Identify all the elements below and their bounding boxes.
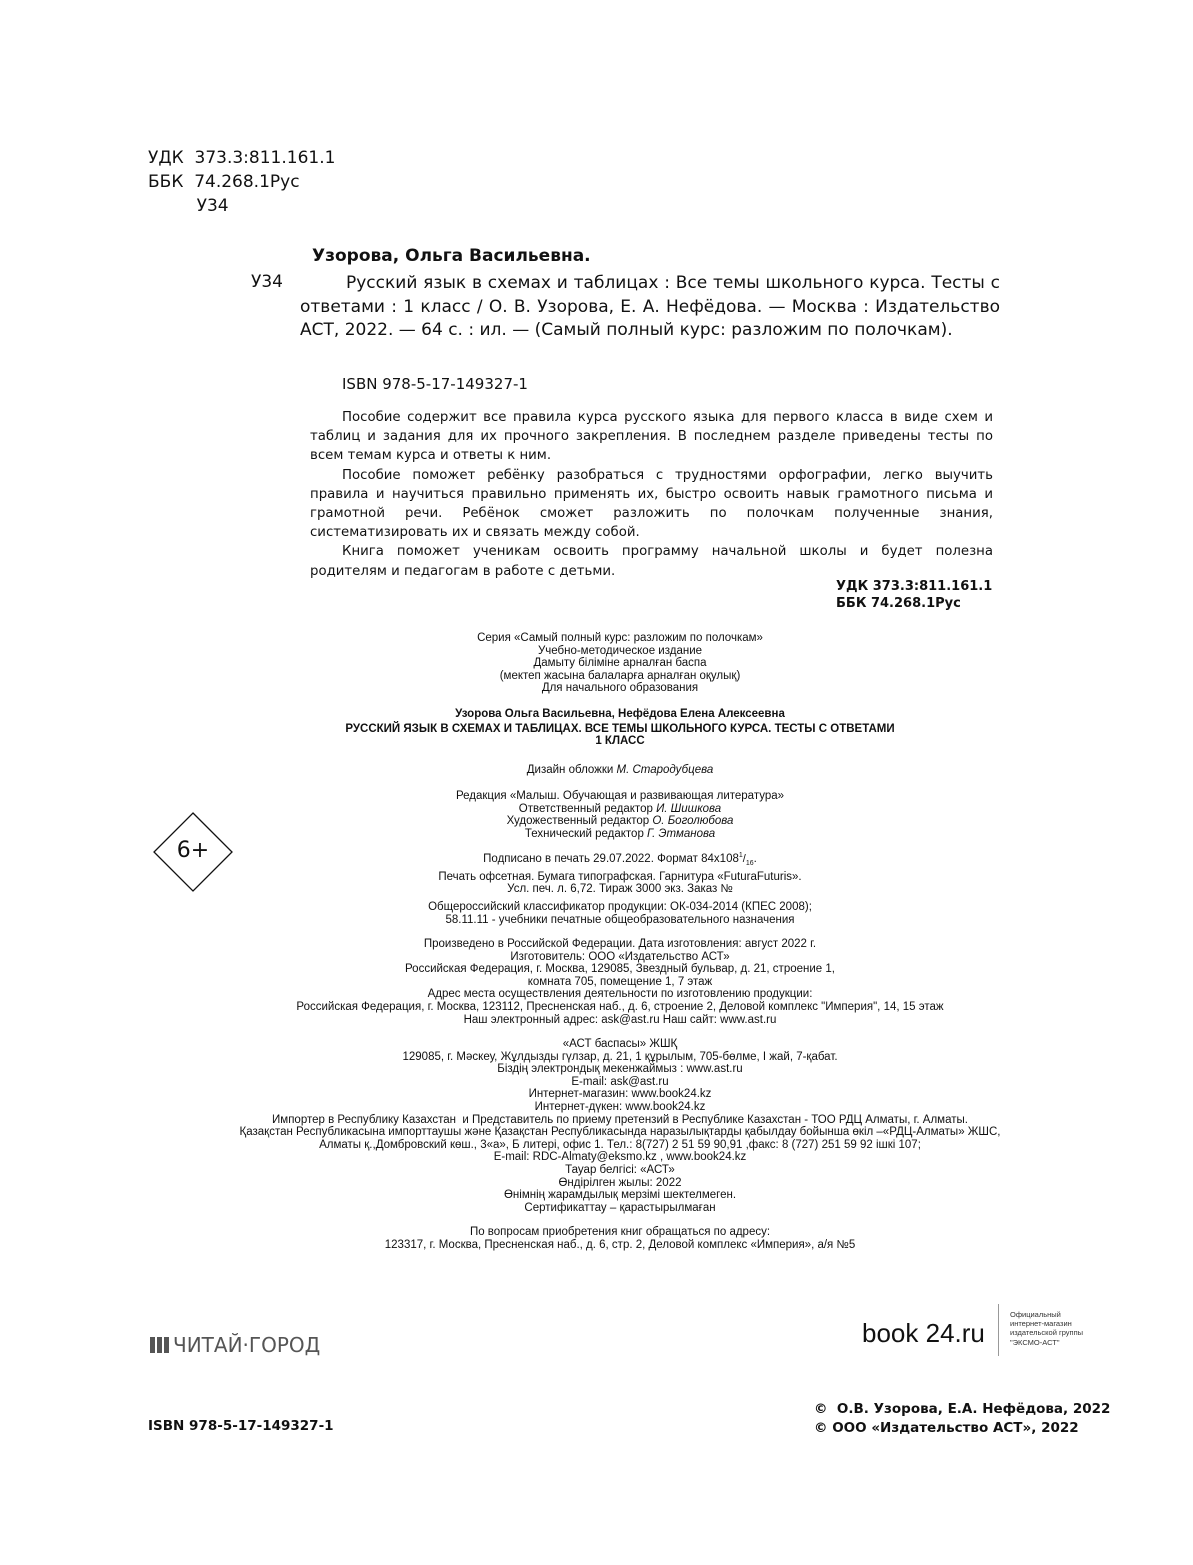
kazakh-line: Біздің электрондық мекенжаймыз : www.ast.ru [497, 1063, 743, 1076]
author-mark-left: У34 [251, 272, 283, 292]
editorial-label: Художественный редактор [506, 815, 653, 828]
cover-design [0, 764, 1193, 777]
series-line: Для начального образования [541, 682, 699, 695]
right-library-codes [836, 578, 992, 612]
copyright-block [814, 1400, 1110, 1438]
kazakh-line: Өнімнің жарамдылық мерзімі шектелмеген. [503, 1189, 737, 1202]
purchase-line: 123317, г. Москва, Пресненская наб., д. 6, стр. 2, Деловой комплекс «Империя», а/я №5 [384, 1238, 856, 1251]
kazakh-line: E-mail: RDC-Almaty@eksmo.kz , www.book24.kz [493, 1151, 747, 1164]
author-heading: Узорова, Ольга Васильевна. [312, 246, 591, 266]
purchase-line: По вопросам приобретения книг обращаться по адресу: [469, 1226, 771, 1238]
isbn-line: ISBN 978-5-17-149327-1 [342, 375, 528, 393]
udk-code: УДК 373.3:811.161.1 [836, 579, 993, 594]
bars-icon [150, 1337, 169, 1353]
kazakh-line: «АСТ баспасы» ЖШҚ [562, 1038, 678, 1050]
print-line: Усл. печ. л. 6,72. Тираж 3000 экз. Заказ № [507, 883, 733, 896]
series-line: Учебно-методическое издание [537, 644, 703, 657]
bibliographic-description [300, 272, 1000, 343]
kazakh-line: Өндірілген жылы: 2022 [558, 1176, 682, 1189]
series-line: Серия «Самый полный курс: разложим по полочкам» [477, 632, 763, 644]
isbn-bottom: ISBN 978-5-17-149327-1 [148, 1418, 334, 1434]
purchase-block [0, 1226, 1193, 1251]
kazakh-line: Сертификаттау – қарастырылмаған [524, 1201, 716, 1214]
kazakh-line: 129085, г. Мәскеу, Жұлдызды гүлзар, д. 21, 1 құрылым, 705-бөлме, I жай, 7-қабат. [402, 1050, 838, 1063]
kazakh-line: E-mail: ask@ast.ru [571, 1075, 669, 1088]
bbk-code: ББК 74.268.1Рус [148, 172, 300, 192]
abstract-paragraph: Книга поможет ученикам освоить программу начальной школы и будет полезна родителям и педагогам в работе с детьми. [310, 544, 993, 579]
cover-design-label: Дизайн обложки [526, 764, 617, 776]
print-line: Печать офсетная. Бумага типографская. Гарнитура «FuturaFuturis». [438, 870, 802, 883]
manufacturer-line: Наш электронный адрес: ask@ast.ru Наш сайт: www.ast.ru [463, 1013, 777, 1026]
authors-full: Узорова Ольга Васильевна, Нефёдова Елена Алексеевна [455, 708, 785, 720]
udk-code: УДК 373.3:811.161.1 [148, 148, 336, 168]
book24-note: Официальный интернет-магазин издательской группы "ЭКСМО-АСТ" [1010, 1310, 1084, 1347]
series-line: (мектеп жасына балаларға арналған оқулық) [499, 669, 741, 682]
library-codes [148, 146, 335, 218]
chitai-gorod-label: ЧИТАЙ·ГОРОД [173, 1333, 321, 1357]
cover-design-name: М. Стародубцева [616, 764, 714, 776]
series-block [0, 632, 1193, 695]
copyright-line: © О.В. Узорова, Е.А. Нефёдова, 2022 [814, 1401, 1111, 1417]
kazakh-line: Импортер в Республику Казахстан и Представитель по приему претензий в Республике Казахстан - ТОО РДЦ Алматы, г. Алматы. [272, 1113, 968, 1126]
kazakh-line: Тауар белгісі: «АСТ» [565, 1163, 675, 1176]
kazakh-line: Интернет-дүкен: www.book24.kz [534, 1100, 706, 1113]
abstract [310, 408, 993, 581]
format-fraction-den: 16 [745, 860, 754, 868]
kazakh-line: Қазақстан Республикасына импорттаушы және Қазақстан Республикасында наразылықтарды қабылдау бойынша өкіл –«РДЦ-Алматы» ЖШС, [239, 1126, 1001, 1139]
copyright-line: © ООО «Издательство АСТ», 2022 [814, 1420, 1079, 1436]
chitai-gorod-logo [150, 1333, 320, 1357]
manufacturer-line: Российская Федерация, г. Москва, 123112, Пресненская наб., д. 6, строение 2, Деловой комплекс "Империя", 14, 15 этаж [296, 1000, 944, 1013]
editorial-name: Г. Этманова [647, 827, 716, 840]
manufacturer-line: Адрес места осуществления деятельности по изготовлению продукции: [427, 988, 813, 1001]
editorial-label: Ответственный редактор [518, 802, 657, 815]
editorial-label: Редакция «Малыш. Обучающая и развивающая литература» [455, 790, 785, 802]
manufacturer-block [0, 938, 1193, 1026]
manufacturer-line: комната 705, помещение 1, 7 этаж [527, 975, 713, 988]
print-info: Подписано в печать 29.07.2022. Формат $84х108^1/_{16}$. Печать офсетная. Бумага типографская. Гарнитура «FuturaFuturis». Усл. печ. л. 6,72. Тираж 3000 экз. Заказ № [0, 850, 1193, 896]
author-mark: У34 [148, 196, 229, 216]
bbk-code: ББК 74.268.1Рус [836, 596, 961, 611]
editorial-name: И. Шишкова [656, 802, 722, 815]
abstract-paragraph: Пособие содержит все правила курса русского языка для первого класса в виде схем и таблиц и задания для их прочного закрепления. В последнем разделе приведены тесты по всем темам курса и ответы к ним. [310, 410, 993, 464]
kazakh-block [0, 1038, 1193, 1214]
classifier-line: Общероссийский классификатор продукции: ОК-034-2014 (КПЕС 2008); [428, 901, 812, 913]
manufacturer-line: Произведено в Российской Федерации. Дата изготовления: август 2022 г. [423, 938, 817, 950]
format-fraction-num: 1 [738, 852, 743, 859]
kazakh-line: Алматы қ.,Домбровский көш., 3«а», Б литері, офис 1. Тел.: 8(727) 2 51 59 90,91 ,факс: 8 (727) 251 59 92 ішкі 107; [319, 1138, 921, 1151]
logo-divider [998, 1304, 999, 1356]
classifier-block [0, 901, 1193, 926]
classifier-line: 58.11.11 - учебники печатные общеобразовательного назначения [445, 913, 795, 926]
abstract-paragraph: Пособие поможет ребёнку разобраться с трудностями орфографии, легко выучить правила и научиться правильно применять их, быстро освоить навык грамотного письма и грамотной речи. Ребёнок сможет разложить по полочкам полученные знания, систематизировать их и связать между собой. [310, 467, 993, 541]
grade-caps: 1 КЛАСС [595, 735, 645, 748]
authors-title-block [0, 708, 1193, 748]
age-rating-label: 6+ [176, 838, 210, 863]
editorial-label: Технический редактор [524, 827, 648, 840]
kazakh-line: Интернет-магазин: www.book24.kz [528, 1088, 712, 1101]
manufacturer-line: Изготовитель: ООО «Издательство АСТ» [510, 950, 730, 963]
signed-text: Подписано в печать 29.07.2022. Формат 84х108 [483, 852, 739, 865]
editorial-name: О. Боголюбова [652, 815, 734, 828]
book24-logo: book 24.ru [862, 1318, 985, 1348]
title-caps: РУССКИЙ ЯЗЫК В СХЕМАХ И ТАБЛИЦАХ. ВСЕ ТЕМЫ ШКОЛЬНОГО КУРСА. ТЕСТЫ С ОТВЕТАМИ [345, 722, 895, 735]
series-line: Дамыту біліміне арналған баспа [533, 657, 707, 670]
manufacturer-line: Российская Федерация, г. Москва, 129085, Звездный бульвар, д. 21, строение 1, [405, 963, 835, 976]
title-paragraph: Русский язык в схемах и таблицах : Все темы школьного курса. Тесты с ответами : 1 класс / О. В. Узорова, Е. А. Нефёдова. — Москва : Издательство АСТ, 2022. — 64 с. : ил. — (Самый полный курс: разложим по полочкам). [300, 273, 1000, 340]
